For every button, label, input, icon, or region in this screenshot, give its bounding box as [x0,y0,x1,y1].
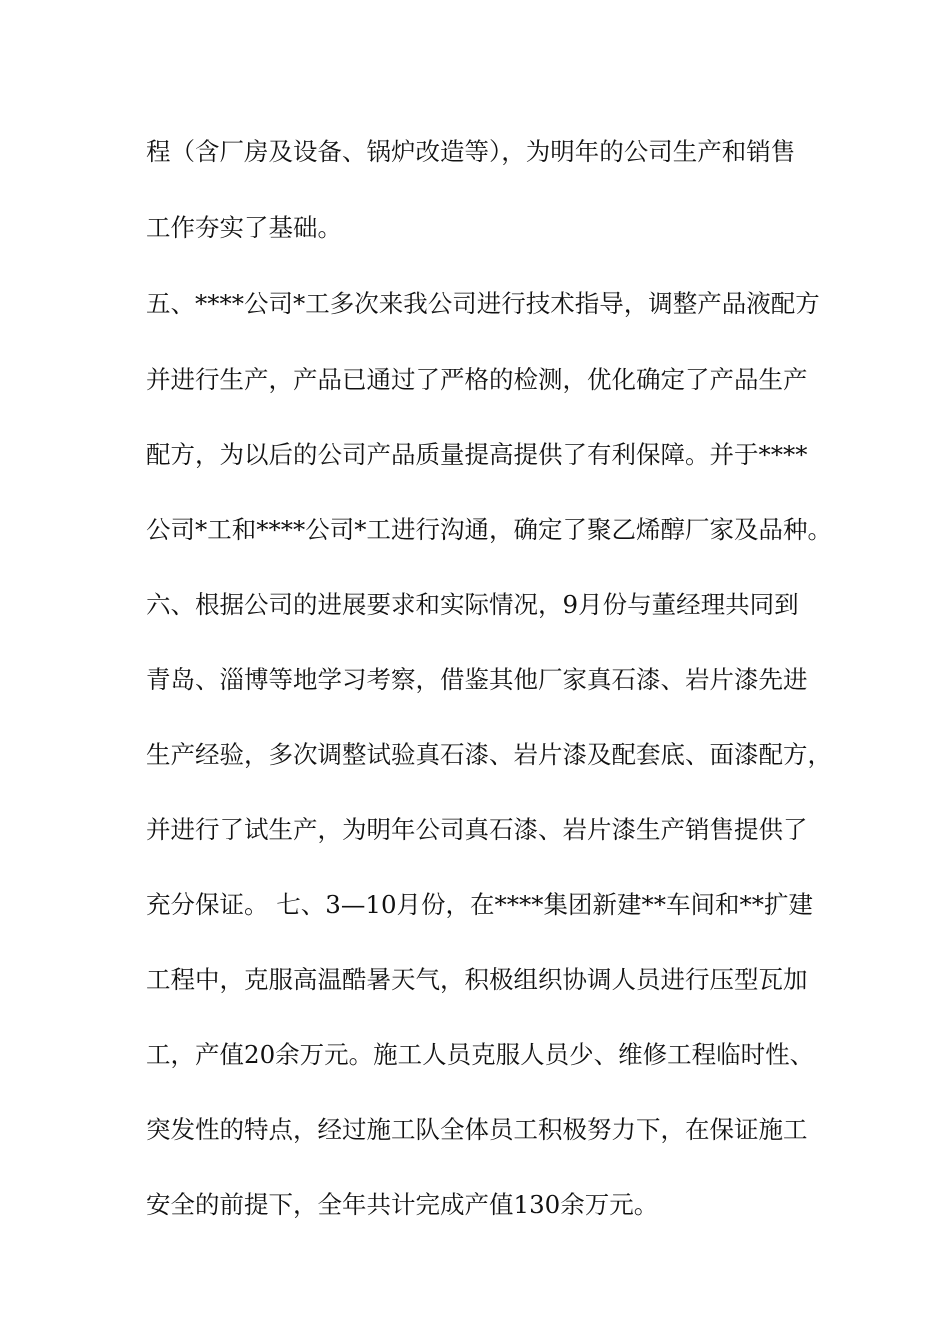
text-line: 生产经验，多次调整试验真石漆、岩片漆及配套底、面漆配方， [146,740,832,769]
text-line: 并进行了试生产，为明年公司真石漆、岩片漆生产销售提供了 [146,815,808,844]
text-line: 五、****公司*工多次来我公司进行技术指导，调整产品液配方 [146,289,820,318]
text-line: 安全的前提下，全年共计完成产值130余万元。 [146,1190,659,1219]
text-line: 配方，为以后的公司产品质量提高提供了有利保障。并于**** [146,440,808,469]
text-line: 充分保证。 七、3—10月份，在****集团新建**车间和**扩建 [146,890,814,919]
text-line: 工程中，克服高温酷暑天气，积极组织协调人员进行压型瓦加 [146,965,808,994]
text-line: 程（含厂房及设备、锅炉改造等），为明年的公司生产和销售 [146,137,796,166]
text-line: 公司*工和****公司*工进行沟通，确定了聚乙烯醇厂家及品种。 [146,515,832,544]
text-line: 工，产值20余万元。施工人员克服人员少、维修工程临时性、 [146,1040,815,1069]
text-line: 并进行生产，产品已通过了严格的检测，优化确定了产品生产 [146,365,808,394]
text-line: 六、根据公司的进展要求和实际情况，9月份与董经理共同到 [146,590,799,619]
text-line: 突发性的特点，经过施工队全体员工积极努力下，在保证施工 [146,1115,808,1144]
text-line: 工作夯实了基础。 [146,213,342,242]
text-line: 青岛、淄博等地学习考察，借鉴其他厂家真石漆、岩片漆先进 [146,665,808,694]
